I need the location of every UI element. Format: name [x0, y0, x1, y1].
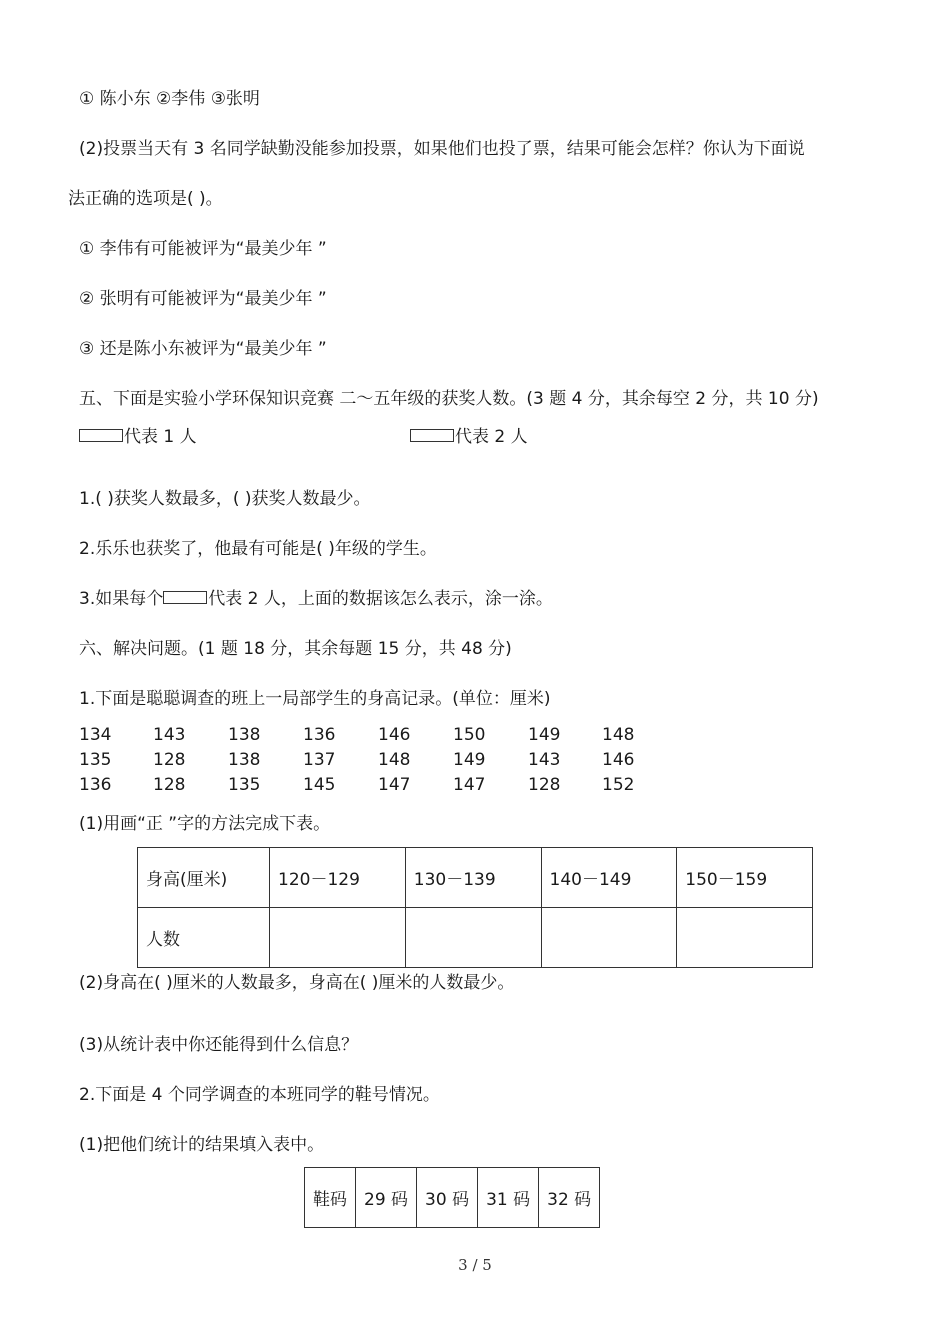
table-header-cell: 150－159 [677, 848, 813, 908]
section-5-q2: 2.乐乐也获奖了，他最有可能是( )年级的学生。 [79, 539, 437, 559]
text-line-option-3: ③ 还是陈小东被评为“最美少年 ” [79, 339, 327, 359]
section-5-q3: 3.如果每个 代表 2 人，上面的数据该怎么表示，涂一涂。 [79, 589, 553, 609]
text-line-option-2: ② 张明有可能被评为“最美少年 ” [79, 289, 327, 309]
table-row [305, 1168, 600, 1228]
table-row [138, 908, 813, 968]
section-6-q1-part2: (2)身高在( )厘米的人数最多，身高在( )厘米的人数最少。 [79, 973, 515, 993]
height-frequency-table [137, 847, 813, 968]
text-line-options-names: ① 陈小东 ②李伟 ③张明 [79, 89, 260, 109]
answer-cell[interactable] [541, 908, 677, 968]
table-header-cell: 120－129 [270, 848, 406, 908]
section-6-q2-part1: (1)把他们统计的结果填入表中。 [79, 1135, 325, 1155]
section-6-q2: 2.下面是 4 个同学调查的本班同学的鞋号情况。 [79, 1085, 440, 1105]
table-header-cell: 鞋码 [305, 1168, 356, 1228]
section-6-q1-part1: (1)用画“正 ”字的方法完成下表。 [79, 814, 331, 834]
legend-one-person: 代表 1 人 [79, 426, 197, 448]
table-row-label: 人数 [138, 908, 270, 968]
text-line-question-2: (2)投票当天有 3 名同学缺勤没能参加投票，如果他们也投了票，结果可能会怎样？你认为下面说 [79, 139, 805, 159]
section-5-heading: 五、下面是实验小学环保知识竞赛 二～五年级的获奖人数。(3 题 4 分，其余每空 2 分，共 10 分) [79, 389, 819, 409]
table-row [138, 848, 813, 908]
legend-box-icon [410, 429, 454, 442]
page-number: 3 / 5 [458, 1256, 492, 1274]
legend-two-persons: 代表 2 人 [410, 426, 528, 448]
table-header-cell: 140－149 [541, 848, 677, 908]
table-header-cell: 130－139 [405, 848, 541, 908]
table-header-cell: 32 码 [539, 1168, 600, 1228]
section-6-q1: 1.下面是聪聪调查的班上一局部学生的身高记录。(单位：厘米) [79, 689, 551, 709]
section-5-q1: 1.( )获奖人数最多，( )获奖人数最少。 [79, 489, 371, 509]
answer-cell[interactable] [677, 908, 813, 968]
legend-box-icon [79, 429, 123, 442]
table-header-cell: 30 码 [417, 1168, 478, 1228]
shoe-size-table [304, 1167, 600, 1228]
legend-box-icon [163, 591, 207, 604]
section-6-heading: 六、解决问题。(1 题 18 分，其余每题 15 分，共 48 分) [79, 639, 512, 659]
table-header-cell: 29 码 [356, 1168, 417, 1228]
section-6-q1-part3: (3)从统计表中你还能得到什么信息？ [79, 1035, 359, 1055]
text-line-question-2-cont: 法正确的选项是( )。 [68, 189, 223, 209]
table-header-cell: 31 码 [478, 1168, 539, 1228]
table-header-cell: 身高(厘米) [138, 848, 270, 908]
answer-cell[interactable] [405, 908, 541, 968]
answer-cell[interactable] [270, 908, 406, 968]
text-line-option-1: ① 李伟有可能被评为“最美少年 ” [79, 239, 327, 259]
